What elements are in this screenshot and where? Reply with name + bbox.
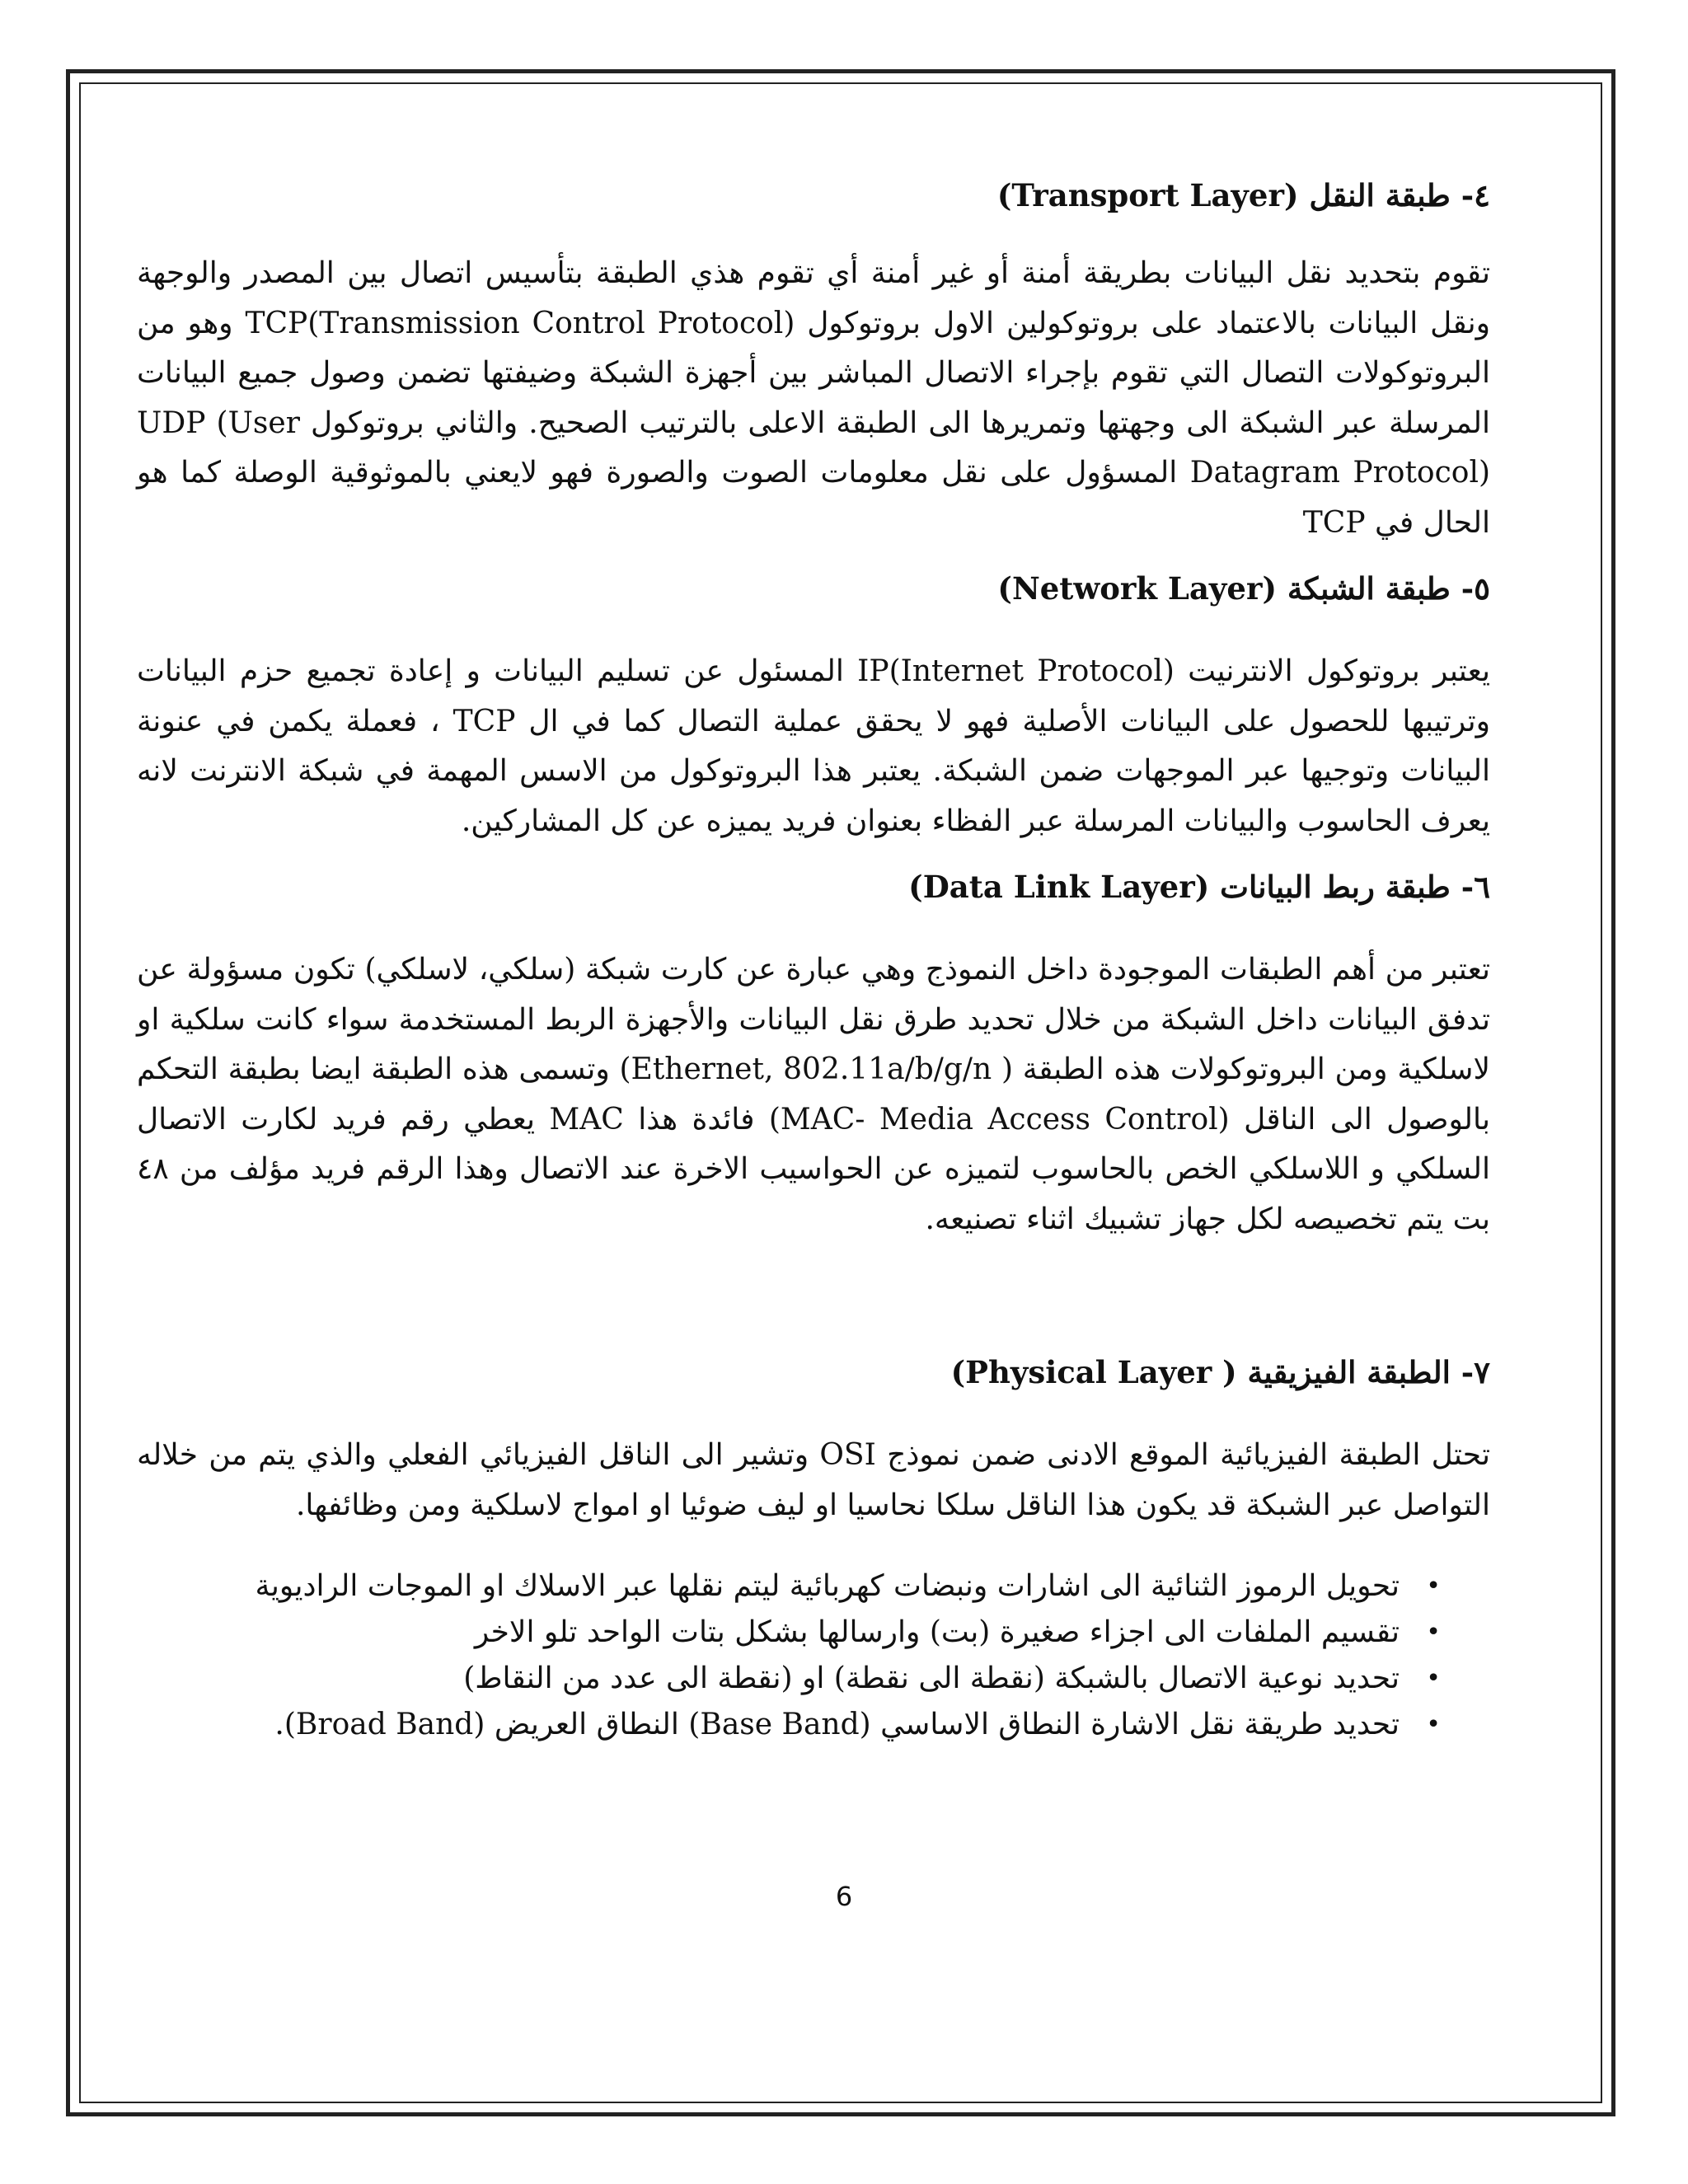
list-item-text: تقسيم الملفات الى اجزاء صغيرة (بت) وارسالها بشكل بتات الواحد تلو الاخر [474,1615,1400,1649]
list-item-text: تحديد طريقة نقل الاشارة النطاق الاساسي (Base Band) النطاق العريض (Broad Band). [274,1708,1400,1741]
data-link-layer-paragraph: تعتبر من أهم الطبقات الموجودة داخل النموذج وهي عبارة عن كارت شبكة (سلكي، لاسلكي) تكون مسؤولة عن تدفق البيانات داخل الشبكة من خلال تحديد طرق نقل البيانات والأجهزة الربط المستخدمة سواء كانت سلكية او لاسلكية ومن البروتوكولات هذه الطبقة ( Ethernet, 802.11a/b/g/n) وتسمى هذه الطبقة ايضا بطبقة التحكم بالوصول الى الناقل (MAC- Media Access Control) فائدة هذا MAC يعطي رقم فريد لكارت الاتصال السلكي و اللاسلكي الخص بالحاسوب لتميزه عن الحواسيب الاخرة عند الاتصال وهذا الرقم فريد مؤلف من ٤٨ بت يتم تخصيصه لكل جهاز تشبيك اثناء تصنيعه. [137,953,1490,1236]
bullet-icon: • [1426,1572,1441,1601]
list-item [137,1610,1441,1656]
network-layer-heading: ٥- طبقة الشبكة (Network Layer) [997,570,1490,607]
physical-layer-functions-list [137,1563,1490,1748]
document-body [137,165,1490,1748]
list-item-text: تحديد نوعية الاتصال بالشبكة (نقطة الى نقطة) او (نقطة الى عدد من النقاط) [463,1661,1400,1695]
bullet-icon: • [1426,1664,1441,1693]
list-item [137,1656,1441,1702]
physical-layer-paragraph: تحتل الطبقة الفيزيائية الموقع الادنى ضمن نموذج OSI وتشير الى الناقل الفيزيائي الفعلي والذي يتم من خلاله التواصل عبر الشبكة قد يكون هذا الناقل سلكا نحاسيا او ليف ضوئيا او امواج لاسلكية ومن وظائفها. [137,1438,1490,1522]
bullet-icon: • [1426,1618,1441,1647]
page-number: 6 [835,1881,853,1912]
transport-layer-heading: ٤- طبقة النقل (Transport Layer) [996,177,1490,213]
list-item [137,1702,1441,1748]
physical-layer-heading: ٧- الطبقة الفيزيقية ( Physical Layer) [950,1354,1490,1390]
list-item-text: تحويل الرموز الثنائية الى اشارات ونبضات كهربائية ليتم نقلها عبر الاسلاك او الموجات الراديوية [255,1569,1400,1603]
bullet-icon: • [1426,1710,1441,1739]
transport-layer-paragraph: تقوم بتحديد نقل البيانات بطريقة أمنة أو غير أمنة أي تقوم هذي الطبقة بتأسيس اتصال بين المصدر والوجهة ونقل البيانات بالاعتماد على بروتوكولين الاول بروتوكول TCP(Transmission Control Protocol) وهو من البروتوكولات التصال التي تقوم بإجراء الاتصال المباشر بين أجهزة الشبكة وضيفتها تضمن وصول جميع البيانات المرسلة عبر الشبكة الى وجهتها وتمريرها الى الطبقة الاعلى بالترتيب الصحيح. والثاني بروتوكول UDP (User Datagram Protocol) المسؤول على نقل معلومات الصوت والصورة فهو لايعني بالموثوقية الوصلة كما هو الحال في TCP [137,256,1490,540]
data-link-layer-heading: ٦- طبقة ربط البيانات (Data Link Layer) [908,869,1490,905]
network-layer-paragraph: يعتبر بروتوكول الانترنيت IP(Internet Protocol) المسئول عن تسليم البيانات و إعادة تجميع حزم البيانات وترتيبها للحصول على البيانات الأصلية فهو لا يحقق عملية التصال كما في ال TCP ، فعملة يكمن في عنونة البيانات وتوجيها عبر الموجهات ضمن الشبكة. يعتبر هذا البروتوكول من الاسس المهمة في شبكة الانترنت لانه يعرف الحاسوب والبيانات المرسلة عبر الفظاء بعنوان فريد يميزه عن كل المشاركين. [137,654,1490,838]
list-item [137,1563,1441,1610]
